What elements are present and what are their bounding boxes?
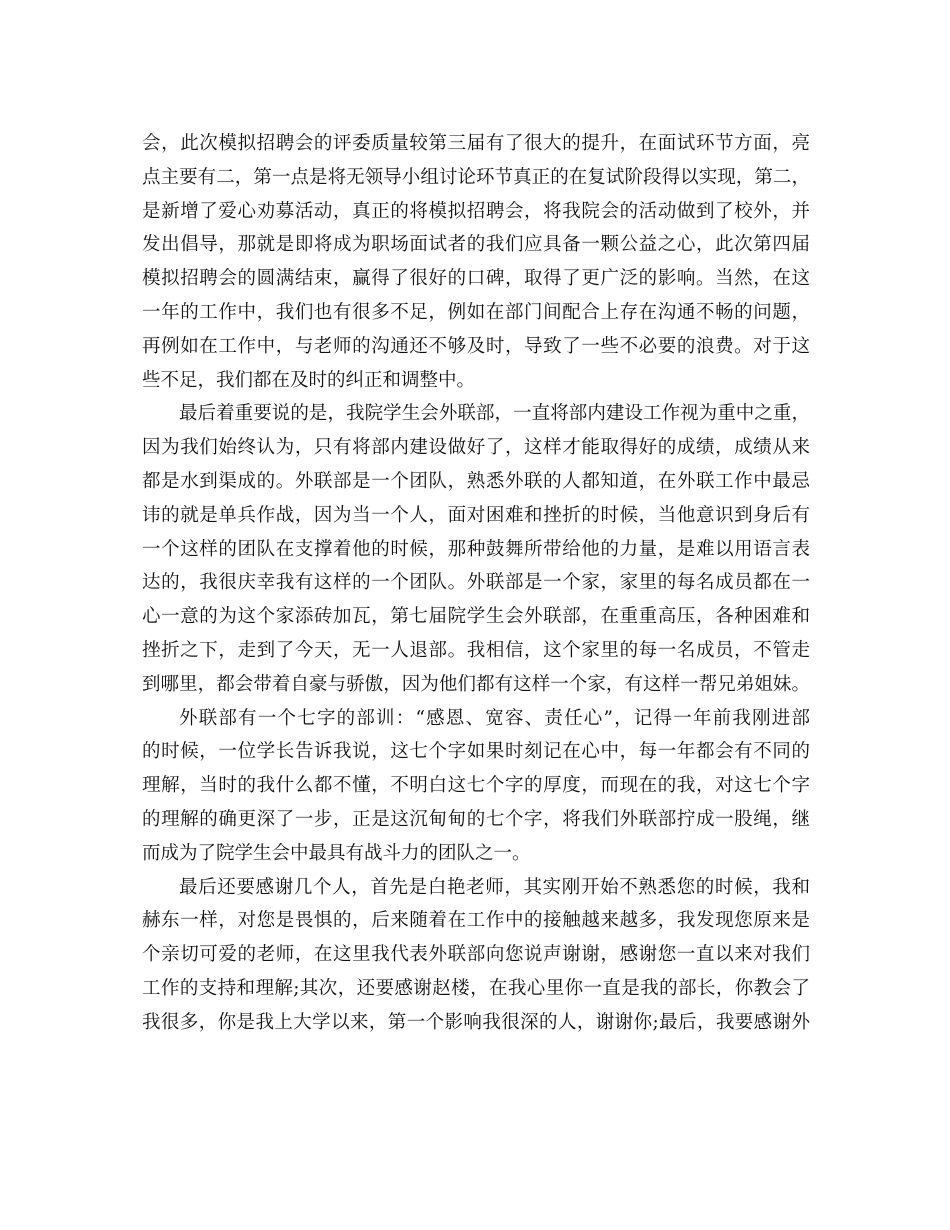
text-line: 模拟招聘会的圆满结束，赢得了很好的口碑，取得了更广泛的影响。当然，在这 [142,268,810,290]
text-line: 工作的支持和理解;其次，还要感谢赵楼，在我心里你一直是我的部长，你教会了 [142,977,810,999]
text-line: 达的，我很庆幸我有这样的一个团队。外联部是一个家，家里的每名成员都在一 [142,572,810,594]
text-line: 再例如在工作中，与老师的沟通还不够及时，导致了一些不必要的浪费。对于这 [142,335,810,357]
text-line: 发出倡导，那就是即将成为职场面试者的我们应具备一颗公益之心，此次第四届 [142,234,810,256]
text-line: 讳的就是单兵作战，因为当一个人，面对困难和挫折的时候，当他意识到身后有 [142,504,810,526]
text-line: 是新增了爱心劝募活动，真正的将模拟招聘会，将我院会的活动做到了校外，并 [142,200,810,222]
text-line: 些不足，我们都在及时的纠正和调整中。 [142,369,476,391]
text-line: 个亲切可爱的老师，在这里我代表外联部向您说声谢谢，感谢您一直以来对我们 [142,944,810,966]
text-line: 点主要有二，第一点是将无领导小组讨论环节真正的在复试阶段得以实现，第二， [142,166,810,188]
paragraph-first-line: 最后着重要说的是，我院学生会外联部，一直将部内建设工作视为重中之重， [179,403,810,425]
text-line: 我很多，你是我上大学以来，第一个影响我很深的人，谢谢你;最后，我要感谢外 [142,1011,810,1033]
text-line: 理解，当时的我什么都不懂，不明白这七个字的厚度，而现在的我，对这七个字 [142,775,810,797]
text-line: 的理解的确更深了一步，正是这沉甸甸的七个字，将我们外联部拧成一股绳，继 [142,808,810,830]
text-line: 到哪里，都会带着自豪与骄傲，因为他们都有这样一个家，有这样一帮兄弟姐妹。 [142,673,810,695]
text-line: 会，此次模拟招聘会的评委质量较第三届有了很大的提升，在面试环节方面，亮 [142,133,810,154]
text-line: 赫东一样，对您是畏惧的，后来随着在工作中的接触越来越多，我发现您原来是 [142,910,810,932]
paragraph-first-line: 外联部有一个七字的部训：“感恩、宽容、责任心”，记得一年前我刚进部 [179,707,810,729]
body-text [142,127,810,1040]
text-line: 一个这样的团队在支撑着他的时候，那种鼓舞所带给他的力量，是难以用语言表 [142,538,810,560]
text-line: 而成为了院学生会中最具有战斗力的团队之一。 [142,842,531,864]
text-line: 心一意的为这个家添砖加瓦，第七届院学生会外联部，在重重高压，各种困难和 [142,606,810,628]
text-line: 一年的工作中，我们也有很多不足，例如在部门间配合上存在沟通不畅的问题， [142,301,810,323]
text-line: 挫折之下，走到了今天，无一人退部。我相信，这个家里的每一名成员，不管走 [142,639,810,661]
text-line: 的时候，一位学长告诉我说，这七个字如果时刻记在心中，每一年都会有不同的 [142,741,810,763]
paragraph-first-line: 最后还要感谢几个人，首先是白艳老师，其实刚开始不熟悉您的时候，我和 [179,876,810,898]
text-line: 因为我们始终认为，只有将部内建设做好了，这样才能取得好的成绩，成绩从来 [142,437,810,459]
text-line: 都是水到渠成的。外联部是一个团队，熟悉外联的人都知道，在外联工作中最忌 [142,470,810,492]
